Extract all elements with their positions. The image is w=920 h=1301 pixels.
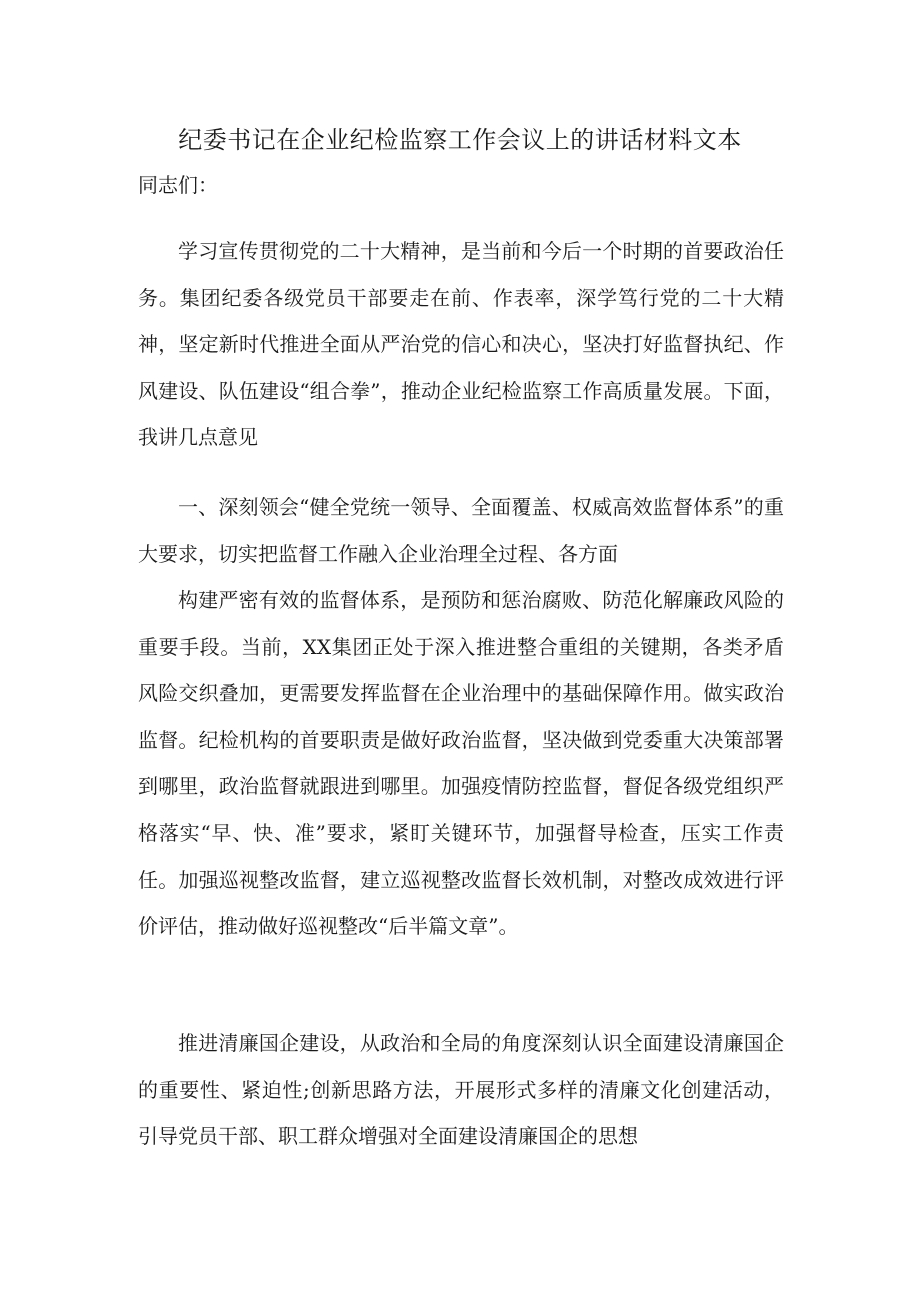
section-heading-one: 一、深刻领会“健全党统一领导、全面覆盖、权威高效监督体系”的重大要求，切实把监督工作融入企业治理全过程、各方面 (138, 495, 784, 566)
paragraph-intro: 学习宣传贯彻党的二十大精神，是当前和今后一个时期的首要政治任务。集团纪委各级党员干部要走在前、作表率，深学笃行党的二十大精神，坚定新时代推进全面从严治党的信心和决心，坚决打好监督执纪、作风建设、队伍建设“组合拳”，推动企业纪检监察工作高质量发展。下面，我讲几点意见 (138, 239, 784, 450)
document-title: 纪委书记在企业纪检监察工作会议上的讲话材料文本 (178, 126, 742, 154)
paragraph-supervision: 构建严密有效的监督体系，是预防和惩治腐败、防范化解廉政风险的重要手段。当前，XX集团正处于深入推进整合重组的关键期，各类矛盾风险交织叠加，更需要发挥监督在企业治理中的基础保障作用。做实政治监督。纪检机构的首要职责是做好政治监督，坚决做到党委重大决策部署到哪里，政治监督就跟进到哪里。加强疫情防控监督，督促各级党组织严格落实“早、快、准”要求，紧盯关键环节，加强督导检查，压实工作责任。加强巡视整改监督，建立巡视整改监督长效机制，对整改成效进行评价评估，推动做好巡视整改“后半篇文章”。 (138, 588, 784, 939)
salutation: 同志们： (138, 173, 218, 197)
paragraph-clean-enterprise: 推进清廉国企建设，从政治和全局的角度深刻认识全面建设清廉国企的重要性、紧迫性;创新思路方法，开展形式多样的清廉文化创建活动，引导党员干部、职工群众增强对全面建设清廉国企的思想 (138, 1031, 784, 1149)
